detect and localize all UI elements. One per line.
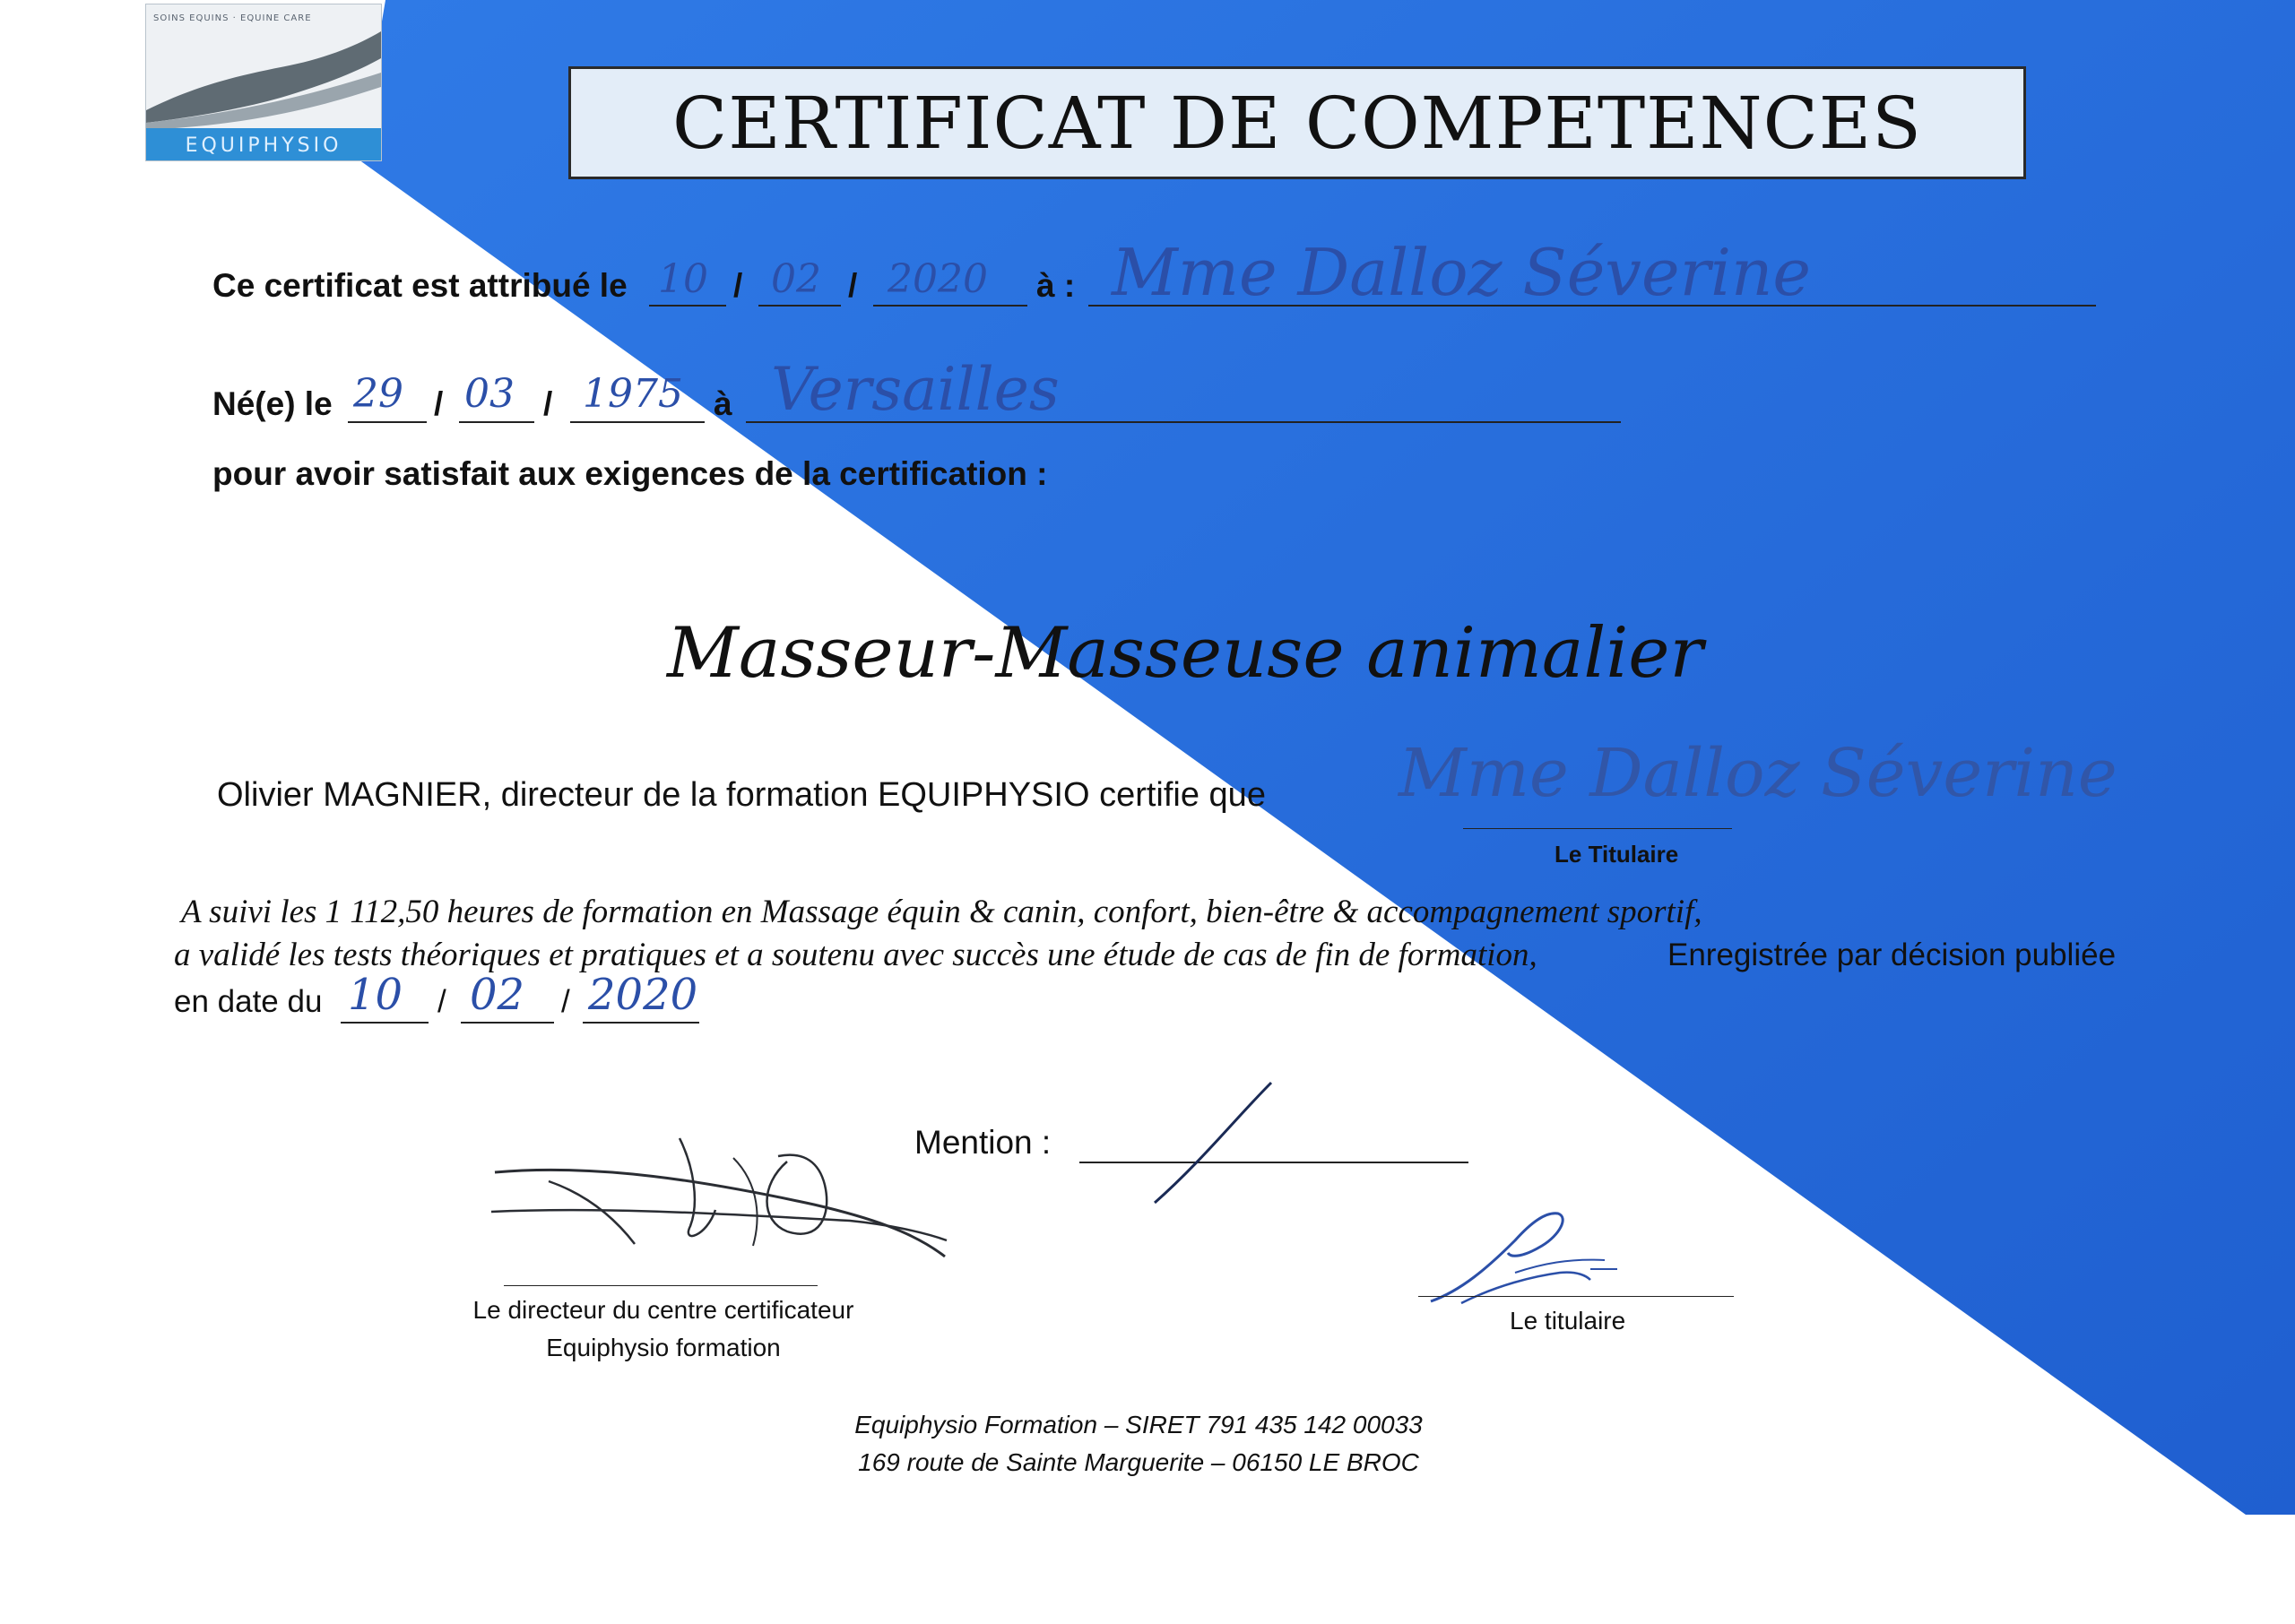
title-box — [568, 66, 2026, 179]
training-line-2-italic: a validé les tests théoriques et pratiques et a soutenu avec succès une étude de cas de fin de formation, — [174, 937, 1537, 973]
course-title: Masseur-Masseuse animalier — [667, 613, 1703, 694]
director-label-1: Le directeur du centre certificateur — [472, 1296, 854, 1324]
requirement-text: pour avoir satisfait aux exigences de la certification : — [212, 455, 1048, 492]
holder-signature-name: Mme Dalloz Séverine — [1399, 735, 2117, 812]
director-signature-line — [504, 1285, 818, 1286]
date-separator: / — [848, 267, 858, 304]
training-day: 10 — [348, 970, 403, 1020]
training-line-2-regular: Enregistrée par décision publiée — [1667, 937, 2117, 972]
holder-signature-line — [1463, 828, 1732, 829]
training-day-line — [341, 1022, 429, 1024]
mention-label: Mention : — [914, 1124, 1052, 1161]
footer-line-1: Equiphysio Formation – SIRET 791 435 142 00033 — [854, 1411, 1423, 1438]
award-holder-name: Mme Dalloz Séverine — [1112, 235, 1812, 310]
training-date-label: en date du — [174, 984, 323, 1019]
director-label-2: Equiphysio formation — [546, 1334, 781, 1361]
birth-month: 03 — [464, 371, 515, 417]
award-to-label: à : — [1036, 267, 1076, 304]
certificate-title: CERTIFICAT DE COMPETENCES — [672, 81, 1922, 165]
logo-name: EQUIPHYSIO — [185, 134, 342, 157]
award-month-line — [758, 305, 841, 307]
titulaire-signature-line — [1418, 1296, 1734, 1297]
date-separator: / — [733, 267, 743, 304]
training-year-line — [583, 1022, 699, 1024]
director-signature — [491, 1131, 948, 1274]
birth-year-line — [570, 421, 705, 423]
training-month-line — [461, 1022, 554, 1024]
training-line-1: A suivi les 1 112,50 heures de formation en Massage équin & canin, confort, bien-être & accompagnement sportif, — [181, 894, 1702, 930]
birth-month-line — [459, 421, 534, 423]
certifier-text: Olivier MAGNIER, directeur de la formation EQUIPHYSIO certifie que — [217, 776, 1266, 814]
holder-label: Le Titulaire — [1555, 841, 1679, 868]
titulaire-label: Le titulaire — [1510, 1307, 1626, 1335]
date-separator: / — [543, 385, 553, 422]
date-separator: / — [437, 984, 446, 1019]
date-separator: / — [434, 385, 444, 422]
birth-place: Versailles — [771, 355, 1060, 424]
date-separator: / — [561, 984, 570, 1019]
award-day: 10 — [658, 256, 708, 302]
logo-tagline: SOINS EQUINS · EQUINE CARE — [153, 13, 312, 23]
award-label: Ce certificat est attribué le — [212, 267, 628, 304]
birth-day: 29 — [353, 371, 403, 417]
award-year-line — [873, 305, 1027, 307]
equiphysio-logo — [145, 4, 382, 161]
training-year: 2020 — [588, 970, 698, 1020]
award-year: 2020 — [888, 256, 988, 302]
training-month: 02 — [470, 970, 525, 1020]
birth-year: 1975 — [583, 371, 683, 417]
mention-strike — [1148, 1081, 1273, 1206]
mention-line — [1079, 1162, 1468, 1163]
birth-place-label: à — [714, 385, 732, 422]
birth-day-line — [348, 421, 427, 423]
award-month: 02 — [771, 256, 821, 302]
birth-label: Né(e) le — [212, 385, 333, 422]
footer-line-2: 169 route de Sainte Marguerite – 06150 LE BROC — [858, 1448, 1419, 1476]
award-day-line — [649, 305, 726, 307]
